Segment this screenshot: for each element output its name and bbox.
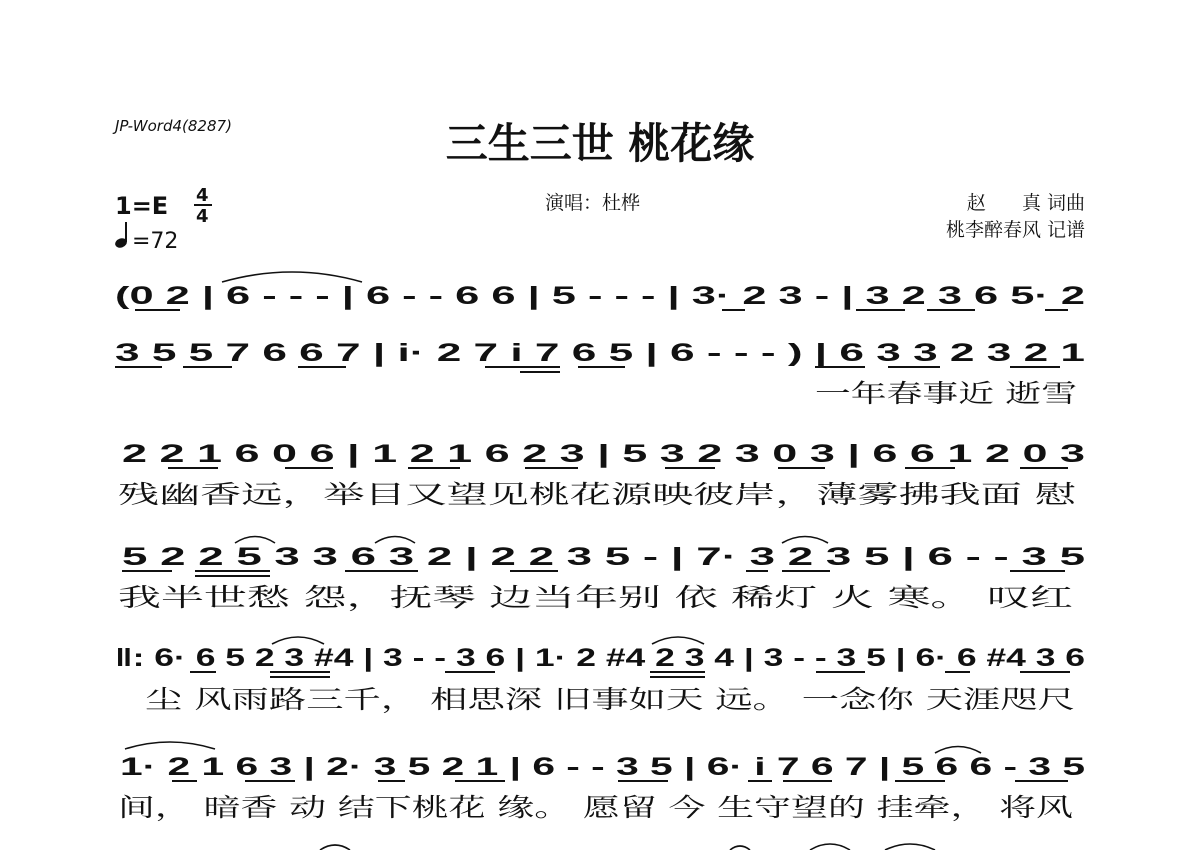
system-3-lyrics: 残幽香远，举目又望见桃花源映彼岸，薄雾拂我面 慰 xyxy=(118,480,1078,509)
key-signature: 1=E xyxy=(115,192,169,220)
system-6 xyxy=(118,742,1085,822)
system-4-notes: 5 2 2 5 3 3 6 3 2 | 2 2 3 5 - | 7· 3 2 3 5 | 6 - - 3 5 xyxy=(122,543,1086,571)
system-5-notes: ‖: 6· 6 5 2 3 #4 | 3 - - 3 6 | 1· 2 #4 2 3 4 | 3 - - 3 5 | 6· 6 #4 3 6 xyxy=(115,644,1085,672)
system-6-lyrics: 间， 暗香 动 结下桃花 缘。 愿留 今 生守望的 挂牵， 将风 xyxy=(118,793,1073,822)
system-5-lyrics: 尘 风雨路三千， 相思深 旧事如天 远。 一念你 天涯咫尺 xyxy=(145,685,1075,714)
system-2-lyrics: 一年春事近 逝雪 xyxy=(815,379,1077,408)
software-label: JP-Word4(8287) xyxy=(115,117,232,135)
system-6-notes: 1· 2 1 6 3 | 2· 3 5 2 1 | 6 - - 3 5 | 6· i 7 6 7 | 5 6 6 - 3 5 xyxy=(120,753,1086,781)
system-2-notes: 3 5 5 7 6 6 7 | i· 2 7 i 7 6 5 | 6 - - - ) | 6 3 3 2 3 2 1 xyxy=(115,339,1086,367)
quarter-note-icon xyxy=(114,222,128,249)
system-7-partial xyxy=(320,844,935,850)
song-title: 三生三世 桃花缘 xyxy=(445,119,755,168)
system-3 xyxy=(118,440,1085,509)
credit-transcriber: 桃李醉春风 记谱 xyxy=(945,219,1085,241)
system-4-lyrics: 我半世愁 怨，抚琴 边当年别 依 稀灯 火 寒。 叹红 xyxy=(118,583,1073,612)
system-3-notes: 2 2 1 6 0 6 | 1 2 1 6 2 3 | 5 3 2 3 0 3 | 6 6 1 2 0 3 xyxy=(122,440,1085,468)
time-signature-bottom: 4 xyxy=(196,206,209,227)
system-1 xyxy=(115,272,1085,310)
time-signature-top: 4 xyxy=(196,185,209,206)
system-1-notes: (0 2 | 6 - - - | 6 - - 6 6 | 5 - - - | 3· 2 3 - | 3 2 3 6 5· 2 xyxy=(115,282,1085,310)
tempo-marking: =72 xyxy=(132,229,179,254)
system-4 xyxy=(118,537,1085,613)
system-5 xyxy=(115,637,1085,714)
credit-lyricist-composer: 赵 真 词曲 xyxy=(966,192,1085,214)
singer-label: 演唱：杜桦 xyxy=(545,192,641,214)
system-2 xyxy=(115,339,1085,408)
